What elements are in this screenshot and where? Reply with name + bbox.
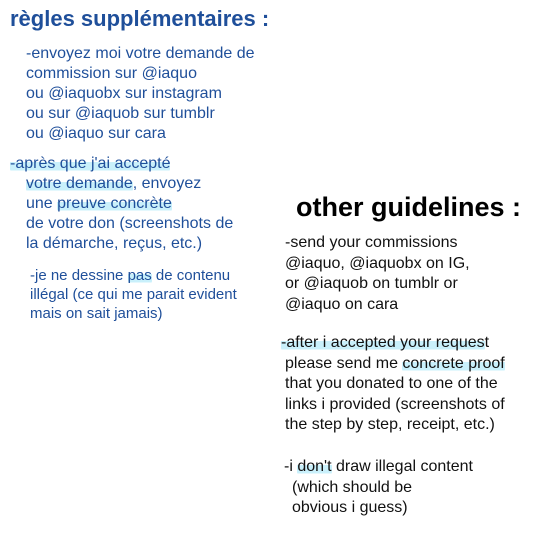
highlighted-text: concrete proof	[402, 354, 505, 372]
french-contact-block	[26, 44, 256, 144]
french-content-line	[30, 266, 237, 285]
highlighted-text: preuve concrète	[57, 195, 172, 212]
text-segment: -i	[284, 458, 298, 475]
english-proof-line	[281, 354, 505, 375]
text-segment: une	[26, 195, 58, 212]
english-proof-block	[281, 333, 505, 436]
english-content-line	[284, 457, 473, 478]
english-contact-line: @iaquo on cara	[285, 295, 399, 313]
french-contact-line: ou @iaquobx sur instagram	[26, 85, 222, 102]
english-proof-line	[281, 333, 505, 354]
highlighted-text: pas	[127, 267, 152, 284]
english-proof-line: that you donated to one of the	[285, 375, 498, 392]
french-proof-line	[10, 154, 233, 174]
french-proof-line: de votre don (screenshots de	[26, 215, 234, 232]
french-proof-line	[10, 174, 233, 194]
french-title: règles supplémentaires :	[10, 6, 270, 31]
french-content-line: illégal (ce qui me parait evident	[30, 286, 237, 303]
highlighted-text: -after i accepted your reques	[281, 334, 485, 351]
text-segment: t	[484, 334, 490, 351]
french-proof-line: la démarche, reçus, etc.)	[26, 235, 203, 252]
english-content-line: obvious i guess)	[292, 499, 408, 516]
text-segment: , envoyez	[132, 175, 202, 192]
french-contact-line: -envoyez moi votre demande de	[26, 45, 255, 62]
english-contact-line: -send your commissions	[285, 234, 458, 251]
french-contact-line: ou @iaquo sur cara	[26, 125, 166, 142]
english-content-line: (which should be	[292, 478, 413, 496]
english-contact-block	[285, 233, 470, 315]
text-segment: de contenu	[151, 267, 231, 284]
english-title: other guidelines :	[296, 192, 522, 222]
english-contact-line: or @iaquob on tumblr or	[285, 275, 458, 292]
french-content-line: mais on sait jamais)	[30, 305, 163, 322]
highlighted-text: don't	[297, 458, 332, 475]
french-content-block	[30, 266, 237, 323]
english-proof-line: the step by step, receipt, etc.)	[285, 416, 495, 433]
highlighted-text: -après que j'ai accepté	[10, 155, 171, 172]
french-contact-line: commission sur @iaquo	[26, 65, 197, 82]
highlighted-text: votre demande	[26, 175, 133, 192]
text-segment: -je ne dessine	[30, 267, 128, 284]
french-contact-line: ou sur @iaquob sur tumblr	[26, 105, 215, 122]
text-segment: please send me	[285, 354, 403, 372]
french-proof-line	[10, 194, 233, 214]
english-proof-line: links i provided (screenshots of	[285, 395, 505, 413]
english-contact-line: @iaquo, @iaquobx on IG,	[285, 254, 470, 272]
english-content-block	[284, 457, 473, 519]
text-segment: draw illegal content	[331, 458, 473, 475]
french-proof-block	[10, 154, 233, 254]
